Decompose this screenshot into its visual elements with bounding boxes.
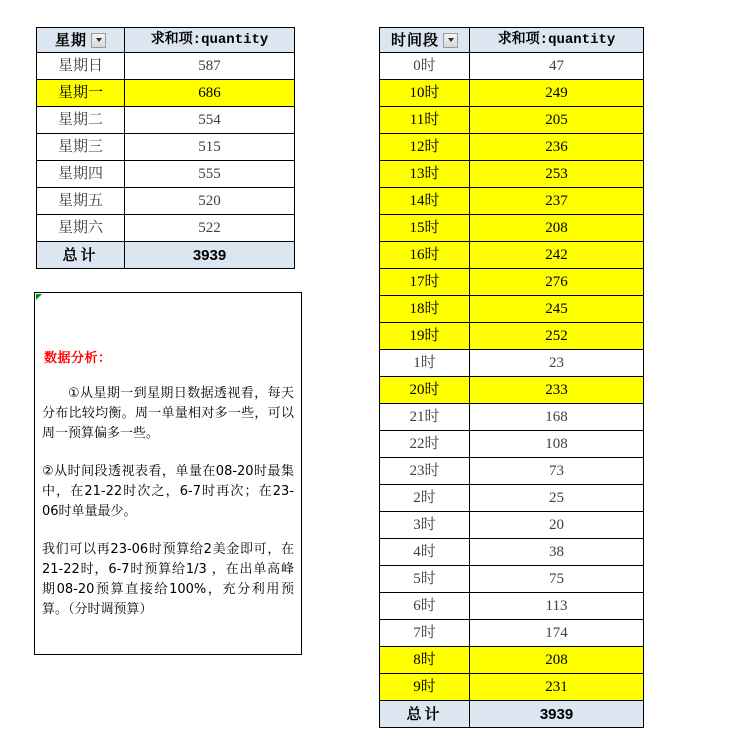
- row-label-cell: 1时: [380, 350, 470, 377]
- row-label-cell: 16时: [380, 242, 470, 269]
- row-label-cell: 9时: [380, 674, 470, 701]
- table-row: [380, 512, 644, 539]
- row-label-cell: 22时: [380, 431, 470, 458]
- table-row: [380, 323, 644, 350]
- row-label-cell: 星期六: [37, 215, 125, 242]
- filter-dropdown-icon[interactable]: [443, 33, 458, 48]
- row-label-cell: 星期三: [37, 134, 125, 161]
- total-label-cell: 总计: [37, 242, 125, 269]
- row-label-cell: 11时: [380, 107, 470, 134]
- row-label-cell: 4时: [380, 539, 470, 566]
- row-value-cell: 233: [470, 377, 644, 404]
- row-label-cell: 星期日: [37, 53, 125, 80]
- table-row: [380, 404, 644, 431]
- row-value-cell: 236: [470, 134, 644, 161]
- filter-dropdown-icon[interactable]: [91, 33, 106, 48]
- total-value-cell: 3939: [125, 242, 295, 269]
- row-value-cell: 73: [470, 458, 644, 485]
- row-value-cell: 515: [125, 134, 295, 161]
- total-row: [37, 242, 295, 269]
- row-value-cell: 587: [125, 53, 295, 80]
- notes-paragraph-1: ①从星期一到星期日数据透视看，每天分布比较均衡。周一单量相对多一些，可以周一预算偏多一些。: [42, 386, 294, 441]
- row-label-cell: 6时: [380, 593, 470, 620]
- table-row: [380, 107, 644, 134]
- row-label-cell: 星期二: [37, 107, 125, 134]
- table-row: [380, 53, 644, 80]
- table-row: [380, 134, 644, 161]
- weekday-pivot-header-value-cell: [125, 28, 295, 53]
- row-value-cell: 522: [125, 215, 295, 242]
- row-value-cell: 75: [470, 566, 644, 593]
- table-row: [37, 215, 295, 242]
- row-value-cell: 38: [470, 539, 644, 566]
- row-label-cell: 14时: [380, 188, 470, 215]
- table-row: [37, 188, 295, 215]
- table-row: [380, 80, 644, 107]
- weekday-pivot-header-value: 求和项:quantity: [150, 32, 269, 48]
- table-row: [380, 674, 644, 701]
- row-label-cell: 20时: [380, 377, 470, 404]
- row-value-cell: 231: [470, 674, 644, 701]
- notes-paragraph-2: ②从时间段透视表看，单量在08-20时最集中，在21-22时次之，6-7时再次；在23-06时单量最少。: [42, 464, 294, 519]
- weekday-pivot-header-label: 星期: [54, 31, 87, 49]
- row-value-cell: 686: [125, 80, 295, 107]
- row-value-cell: 205: [470, 107, 644, 134]
- row-value-cell: 108: [470, 431, 644, 458]
- total-label-cell: 总计: [380, 701, 470, 728]
- row-label-cell: 21时: [380, 404, 470, 431]
- row-label-cell: 15时: [380, 215, 470, 242]
- row-label-cell: 10时: [380, 80, 470, 107]
- table-row: [37, 80, 295, 107]
- row-label-cell: 0时: [380, 53, 470, 80]
- row-value-cell: 20: [470, 512, 644, 539]
- table-row: [380, 242, 644, 269]
- weekday-pivot-header-row: [37, 28, 295, 53]
- table-row: [380, 350, 644, 377]
- table-row: [380, 161, 644, 188]
- row-label-cell: 18时: [380, 296, 470, 323]
- table-row: [37, 107, 295, 134]
- row-label-cell: 13时: [380, 161, 470, 188]
- table-row: [380, 296, 644, 323]
- row-value-cell: 168: [470, 404, 644, 431]
- row-label-cell: 7时: [380, 620, 470, 647]
- row-value-cell: 208: [470, 215, 644, 242]
- row-value-cell: 245: [470, 296, 644, 323]
- row-label-cell: 2时: [380, 485, 470, 512]
- hour-pivot-body: [380, 53, 644, 728]
- row-label-cell: 3时: [380, 512, 470, 539]
- row-value-cell: 249: [470, 80, 644, 107]
- notes-title: 数据分析：: [44, 351, 112, 366]
- row-label-cell: 23时: [380, 458, 470, 485]
- table-row: [380, 431, 644, 458]
- weekday-pivot-table: [36, 27, 295, 269]
- row-label-cell: 星期五: [37, 188, 125, 215]
- row-value-cell: 555: [125, 161, 295, 188]
- row-label-cell: 5时: [380, 566, 470, 593]
- row-value-cell: 520: [125, 188, 295, 215]
- row-value-cell: 113: [470, 593, 644, 620]
- notes-paragraph-3: 我们可以再23-06时预算给2美金即可，在21-22时，6-7时预算给1/3 ，在出单高峰期08-20预算直接给100%，充分利用预算。（分时调预算）: [42, 542, 294, 617]
- row-value-cell: 253: [470, 161, 644, 188]
- table-row: [37, 53, 295, 80]
- table-row: [380, 647, 644, 674]
- hour-pivot-header-value: 求和项:quantity: [497, 32, 616, 48]
- data-analysis-textbox[interactable]: [34, 292, 302, 655]
- row-value-cell: 554: [125, 107, 295, 134]
- table-row: [380, 593, 644, 620]
- row-label-cell: 星期四: [37, 161, 125, 188]
- hour-pivot-header-label: 时间段: [390, 31, 439, 49]
- row-value-cell: 208: [470, 647, 644, 674]
- hour-pivot-header-label-cell: [380, 28, 470, 53]
- table-row: [380, 269, 644, 296]
- row-value-cell: 242: [470, 242, 644, 269]
- table-row: [380, 377, 644, 404]
- hour-pivot-header-row: [380, 28, 644, 53]
- row-value-cell: 276: [470, 269, 644, 296]
- row-label-cell: 星期一: [37, 80, 125, 107]
- row-label-cell: 19时: [380, 323, 470, 350]
- total-value-cell: 3939: [470, 701, 644, 728]
- table-row: [380, 188, 644, 215]
- row-label-cell: 17时: [380, 269, 470, 296]
- table-row: [37, 161, 295, 188]
- weekday-pivot-header-label-cell: [37, 28, 125, 53]
- total-row: [380, 701, 644, 728]
- table-row: [37, 134, 295, 161]
- row-value-cell: 237: [470, 188, 644, 215]
- weekday-pivot-body: [37, 53, 295, 269]
- table-row: [380, 458, 644, 485]
- row-label-cell: 12时: [380, 134, 470, 161]
- row-label-cell: 8时: [380, 647, 470, 674]
- table-row: [380, 215, 644, 242]
- table-row: [380, 566, 644, 593]
- comment-corner-marker-icon: [36, 294, 42, 300]
- table-row: [380, 620, 644, 647]
- table-row: [380, 539, 644, 566]
- row-value-cell: 174: [470, 620, 644, 647]
- table-row: [380, 485, 644, 512]
- row-value-cell: 252: [470, 323, 644, 350]
- row-value-cell: 25: [470, 485, 644, 512]
- hour-pivot-header-value-cell: [470, 28, 644, 53]
- row-value-cell: 47: [470, 53, 644, 80]
- hour-pivot-table: [379, 27, 644, 728]
- row-value-cell: 23: [470, 350, 644, 377]
